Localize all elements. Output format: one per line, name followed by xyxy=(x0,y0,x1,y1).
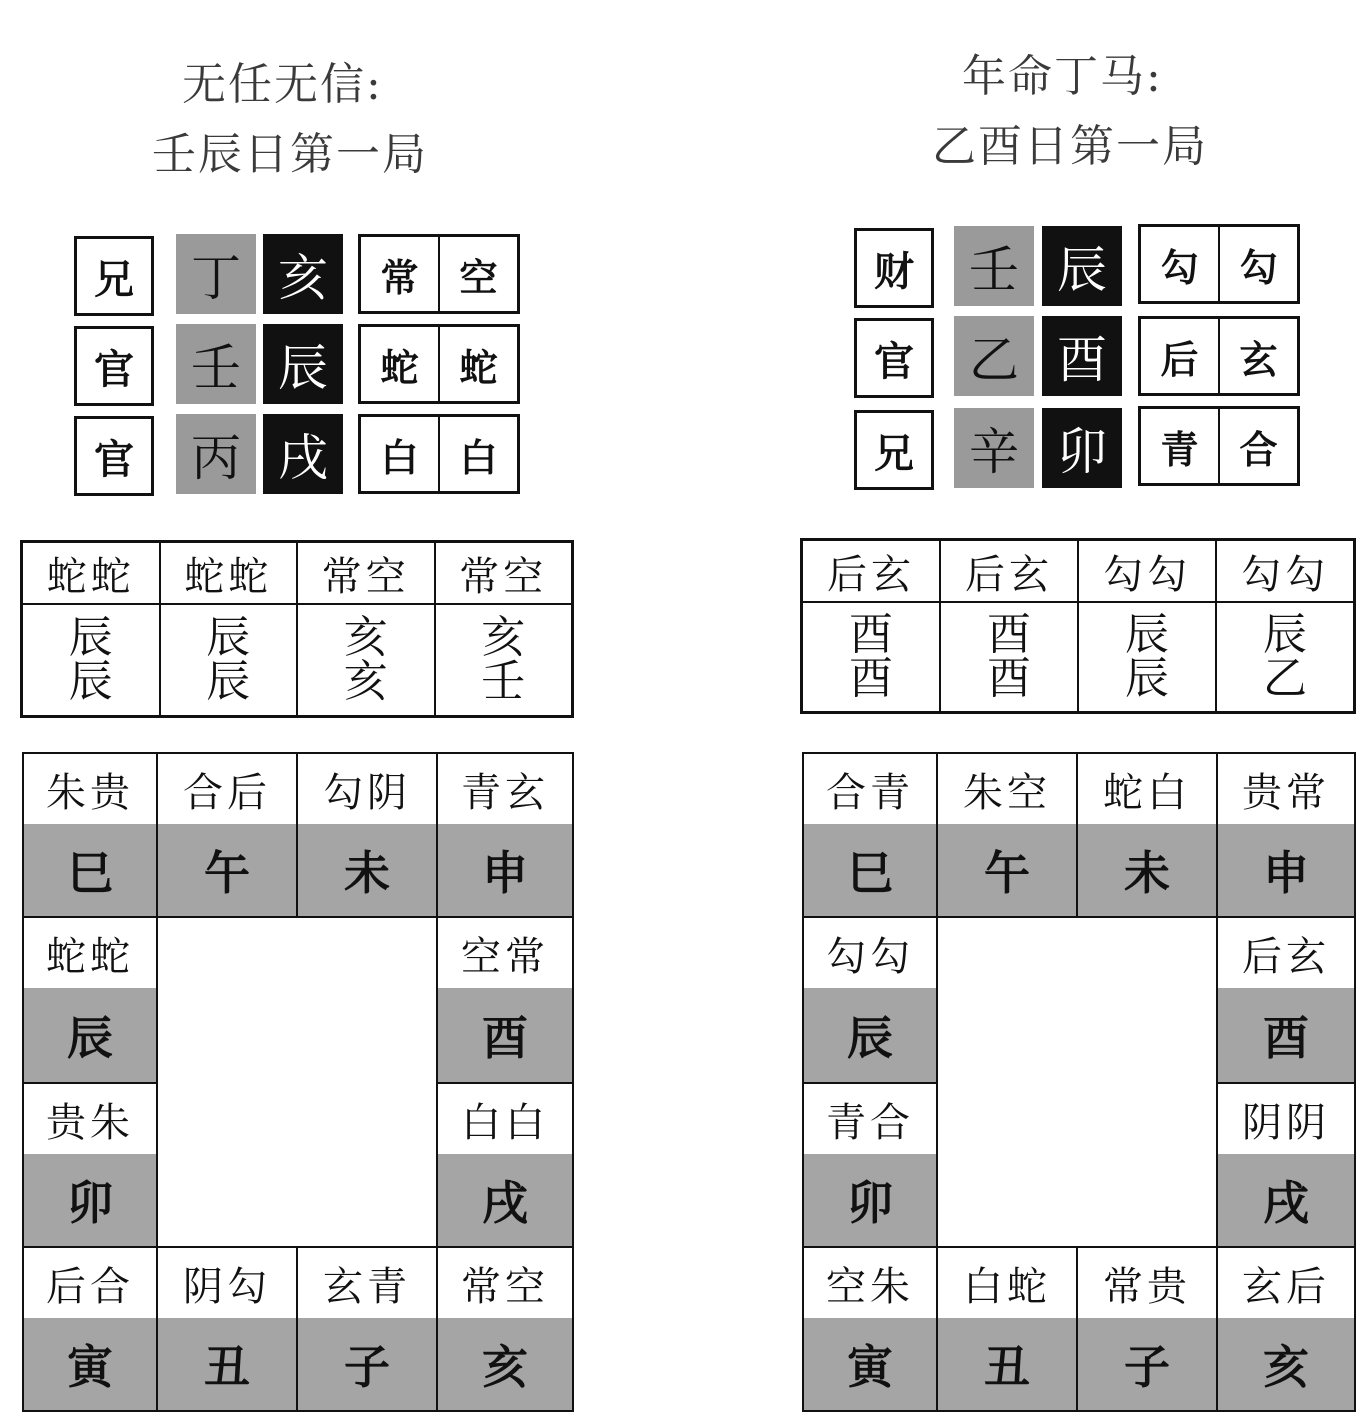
cell-branch: 酉 xyxy=(1218,988,1354,1082)
general-day: 青 xyxy=(1141,409,1220,483)
general-night: 白 xyxy=(459,434,498,480)
left-chart xyxy=(0,0,600,1413)
stem-box: 壬 xyxy=(954,226,1034,306)
branch-box: 亥 xyxy=(263,234,343,314)
relation-box: 兄 xyxy=(74,236,154,316)
right-title-line1: 年命丁马: xyxy=(962,51,1163,102)
plate-cell-yin xyxy=(22,1246,158,1412)
relation-box: 财 xyxy=(854,228,934,308)
general-day: 白 xyxy=(361,417,440,491)
cell-generals: 空朱 xyxy=(804,1248,936,1318)
stem-box: 辛 xyxy=(954,408,1034,488)
general-pair xyxy=(358,324,520,404)
plate-cell-hai xyxy=(436,1246,574,1412)
relation-box: 兄 xyxy=(854,410,934,490)
plate-cell-zi xyxy=(296,1246,438,1412)
lesson-lower: 亥 xyxy=(343,656,388,707)
cell-branch: 申 xyxy=(438,824,572,916)
cell-generals: 常贵 xyxy=(1078,1248,1216,1318)
plate-cell-si xyxy=(802,752,938,918)
lesson-lower: 酉 xyxy=(849,653,893,704)
cell-generals: 合后 xyxy=(158,754,296,824)
cell-generals: 阴阴 xyxy=(1218,1084,1354,1154)
cell-branch: 寅 xyxy=(804,1318,936,1410)
lesson-generals: 后玄 xyxy=(803,541,939,603)
relation-box: 官 xyxy=(854,318,934,398)
branch-box: 酉 xyxy=(1042,316,1122,396)
lesson-upper: 辰 xyxy=(68,612,113,663)
cell-generals: 玄青 xyxy=(298,1248,436,1318)
cell-generals: 朱空 xyxy=(938,754,1076,824)
lesson-column xyxy=(23,543,161,715)
cell-branch: 子 xyxy=(298,1318,436,1410)
cell-generals: 蛇蛇 xyxy=(24,918,156,988)
cell-branch: 酉 xyxy=(438,988,572,1082)
plate-cell-mao xyxy=(802,1082,938,1248)
plate-cell-hai xyxy=(1216,1246,1356,1412)
cell-branch: 辰 xyxy=(804,988,936,1082)
plate-cell-wu xyxy=(156,752,298,918)
plate-cell-wei xyxy=(296,752,438,918)
left-title-line1: 无任无信: xyxy=(182,59,383,110)
plate-cell-you xyxy=(1216,916,1356,1084)
cell-generals: 玄后 xyxy=(1218,1248,1354,1318)
general-night: 合 xyxy=(1239,426,1278,472)
lesson-column xyxy=(1079,541,1217,711)
cell-generals: 常空 xyxy=(438,1248,572,1318)
general-night: 蛇 xyxy=(459,344,498,390)
right-four-lessons xyxy=(800,538,1356,714)
cell-branch: 寅 xyxy=(24,1318,156,1410)
lesson-upper: 亥 xyxy=(343,612,388,663)
lesson-upper: 酉 xyxy=(987,609,1031,660)
lesson-column xyxy=(298,543,436,715)
lesson-upper: 酉 xyxy=(849,609,893,660)
general-pair xyxy=(358,234,520,314)
lesson-lower: 乙 xyxy=(1263,653,1307,704)
lesson-generals: 后玄 xyxy=(941,541,1077,603)
plate-cell-yin xyxy=(802,1246,938,1412)
relation-box: 官 xyxy=(74,416,154,496)
cell-branch: 戌 xyxy=(1218,1154,1354,1246)
general-day: 常 xyxy=(361,237,440,311)
plate-cell-shen xyxy=(436,752,574,918)
stem-box: 丁 xyxy=(176,234,256,314)
lesson-lower: 辰 xyxy=(68,656,113,707)
general-day: 后 xyxy=(1141,319,1220,393)
cell-branch: 丑 xyxy=(158,1318,296,1410)
plate-cell-wei xyxy=(1076,752,1218,918)
lesson-column xyxy=(1217,541,1353,711)
plate-cell-xu xyxy=(436,1082,574,1248)
stem-box: 乙 xyxy=(954,316,1034,396)
lesson-lower: 辰 xyxy=(206,656,251,707)
lesson-upper: 辰 xyxy=(206,612,251,663)
cell-generals: 勾阴 xyxy=(298,754,436,824)
plate-cell-chou xyxy=(936,1246,1078,1412)
cell-generals: 青玄 xyxy=(438,754,572,824)
branch-box: 辰 xyxy=(263,324,343,404)
stem-box: 壬 xyxy=(176,324,256,404)
right-chart xyxy=(780,0,1371,1413)
lesson-upper: 亥 xyxy=(481,612,526,663)
cell-branch: 丑 xyxy=(938,1318,1076,1410)
cell-branch: 未 xyxy=(1078,824,1216,916)
lesson-generals: 蛇蛇 xyxy=(23,543,159,605)
cell-generals: 后玄 xyxy=(1218,918,1354,988)
cell-generals: 白白 xyxy=(438,1084,572,1154)
cell-generals: 合青 xyxy=(804,754,936,824)
stem-box: 丙 xyxy=(176,414,256,494)
lesson-lower: 辰 xyxy=(1125,653,1169,704)
lesson-upper: 辰 xyxy=(1263,609,1307,660)
plate-cell-si xyxy=(22,752,158,918)
lesson-lower: 酉 xyxy=(987,653,1031,704)
plate-cell-mao xyxy=(22,1082,158,1248)
cell-branch: 辰 xyxy=(24,988,156,1082)
relation-box: 官 xyxy=(74,326,154,406)
general-day: 蛇 xyxy=(361,327,440,401)
general-pair xyxy=(358,414,520,494)
lesson-generals: 勾勾 xyxy=(1079,541,1215,603)
cell-branch: 巳 xyxy=(24,824,156,916)
lesson-generals: 蛇蛇 xyxy=(161,543,297,605)
cell-branch: 未 xyxy=(298,824,436,916)
branch-box: 辰 xyxy=(1042,226,1122,306)
cell-generals: 后合 xyxy=(24,1248,156,1318)
cell-branch: 卯 xyxy=(24,1154,156,1246)
cell-branch: 亥 xyxy=(438,1318,572,1410)
cell-generals: 白蛇 xyxy=(938,1248,1076,1318)
lesson-column xyxy=(803,541,941,711)
general-night: 勾 xyxy=(1239,244,1278,290)
lesson-generals: 勾勾 xyxy=(1217,541,1353,603)
left-title-line2: 壬辰日第一局 xyxy=(152,129,428,180)
cell-generals: 贵常 xyxy=(1218,754,1354,824)
branch-box: 卯 xyxy=(1042,408,1122,488)
cell-branch: 亥 xyxy=(1218,1318,1354,1410)
plate-cell-you xyxy=(436,916,574,1084)
plate-cell-chen xyxy=(802,916,938,1084)
plate-cell-xu xyxy=(1216,1082,1356,1248)
plate-cell-chen xyxy=(22,916,158,1084)
lesson-column xyxy=(436,543,572,715)
plate-cell-chou xyxy=(156,1246,298,1412)
cell-generals: 朱贵 xyxy=(24,754,156,824)
cell-generals: 阴勾 xyxy=(158,1248,296,1318)
cell-branch: 午 xyxy=(158,824,296,916)
cell-branch: 子 xyxy=(1078,1318,1216,1410)
cell-generals: 勾勾 xyxy=(804,918,936,988)
lesson-generals: 常空 xyxy=(436,543,572,605)
cell-branch: 卯 xyxy=(804,1154,936,1246)
lesson-column xyxy=(941,541,1079,711)
cell-generals: 蛇白 xyxy=(1078,754,1216,824)
plate-cell-zi xyxy=(1076,1246,1218,1412)
plate-cell-shen xyxy=(1216,752,1356,918)
lesson-upper: 辰 xyxy=(1125,609,1169,660)
general-pair xyxy=(1138,224,1300,304)
cell-generals: 空常 xyxy=(438,918,572,988)
cell-branch: 戌 xyxy=(438,1154,572,1246)
right-title-line2: 乙酉日第一局 xyxy=(932,121,1208,172)
left-four-lessons xyxy=(20,540,574,718)
general-pair xyxy=(1138,316,1300,396)
cell-generals: 贵朱 xyxy=(24,1084,156,1154)
cell-branch: 午 xyxy=(938,824,1076,916)
cell-branch: 巳 xyxy=(804,824,936,916)
lesson-lower: 壬 xyxy=(481,656,526,707)
plate-cell-wu xyxy=(936,752,1078,918)
cell-generals: 青合 xyxy=(804,1084,936,1154)
branch-box: 戌 xyxy=(263,414,343,494)
general-pair xyxy=(1138,406,1300,486)
lesson-column xyxy=(161,543,299,715)
general-night: 空 xyxy=(459,254,498,300)
lesson-generals: 常空 xyxy=(298,543,434,605)
general-night: 玄 xyxy=(1239,336,1278,382)
cell-branch: 申 xyxy=(1218,824,1354,916)
general-day: 勾 xyxy=(1141,227,1220,301)
